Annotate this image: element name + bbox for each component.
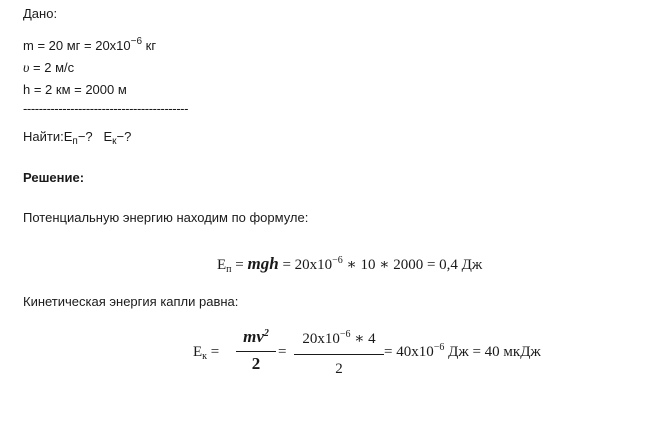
find-label: Найти: — [23, 129, 64, 144]
potential-energy-equation: $E_п$ = mgh = $20x10^{-6}$ ∗ 10 ∗ 2000 = 0,4 Дж — [217, 254, 483, 275]
given-mass-line — [23, 38, 156, 53]
find-ek: $E_к-$? — [103, 129, 132, 147]
kinetic-lhs: $E_к$ = — [193, 344, 220, 362]
mass-suffix: кг — [142, 38, 157, 53]
find-ep: $E_п-$? — [63, 129, 93, 147]
given-heading: Дано: — [23, 6, 58, 21]
kinetic-fraction-1: $mv^2$ 2 — [236, 327, 276, 374]
separator-line: ------------------------------------------ — [23, 101, 189, 116]
velocity-symbol: υ — [23, 61, 30, 76]
given-height-line: h = 2 км = 2000 м — [23, 82, 127, 97]
velocity-value: = 2 м/с — [29, 60, 75, 75]
mass-exponent: −6 — [130, 36, 143, 47]
given-velocity-line — [23, 60, 74, 77]
potential-energy-text: Потенциальную энергию находим по формуле: — [23, 210, 309, 225]
kinetic-equals-2: = — [278, 344, 287, 360]
kinetic-fraction-2: $20x10^{-6}$ ∗ 4 2 — [294, 329, 384, 378]
kinetic-energy-text: Кинетическая энергия капли равна: — [23, 294, 239, 309]
mgh-formula: mgh — [247, 254, 279, 273]
find-line — [23, 129, 132, 147]
kinetic-result: = $40x10^{-6}$ Дж = 40 мкДж — [384, 342, 541, 360]
mass-prefix: m = 20 мг = 20x10 — [23, 38, 131, 53]
solution-heading: Решение: — [23, 170, 85, 185]
